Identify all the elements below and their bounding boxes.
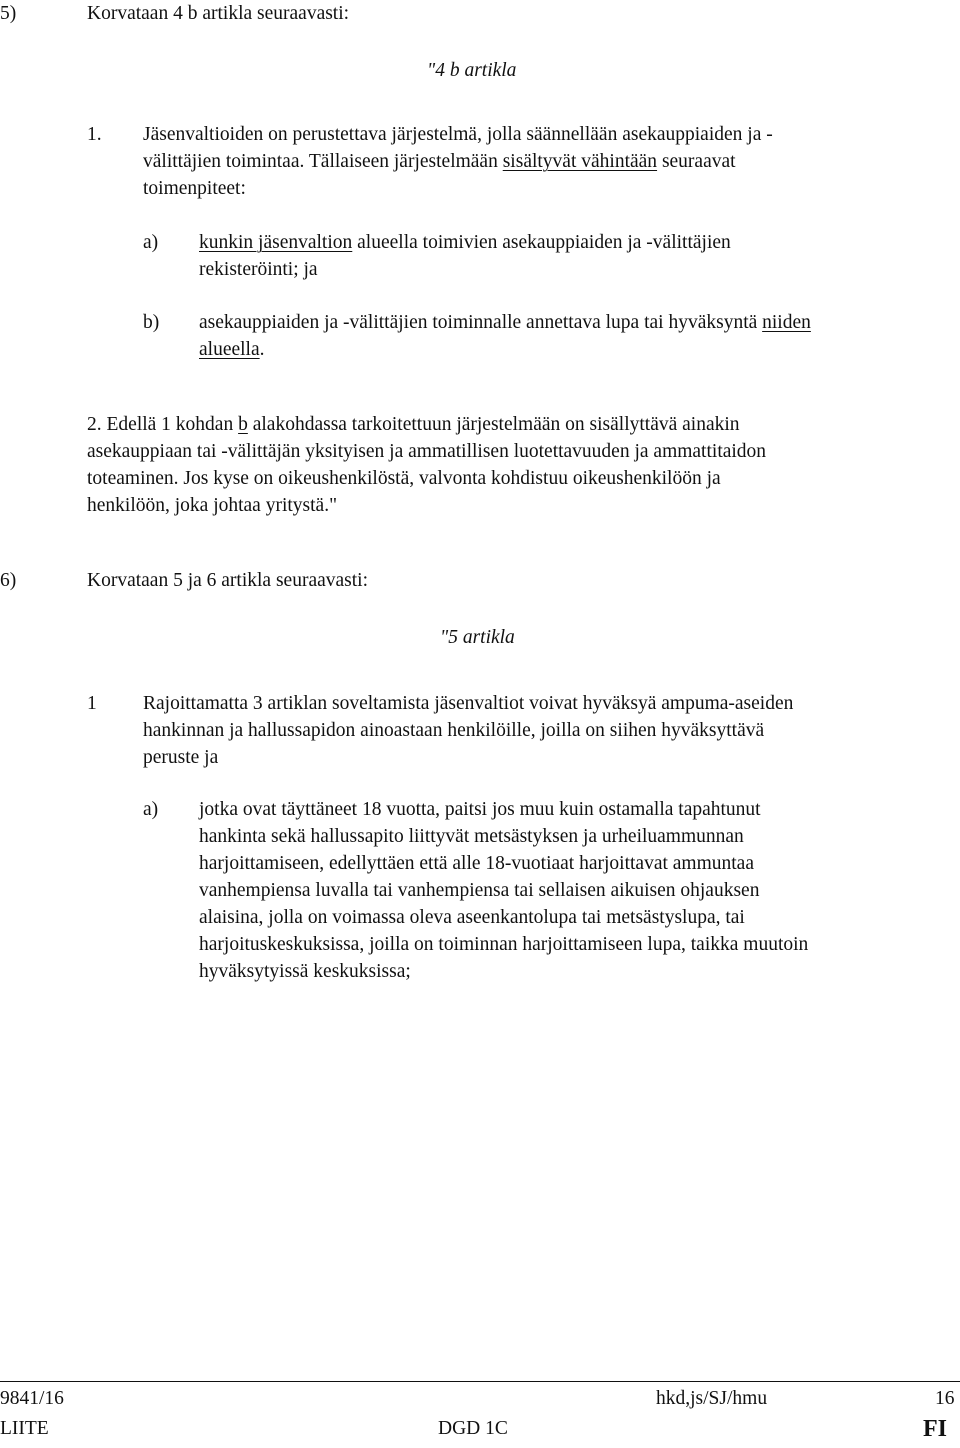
paragraph-line: 2. Edellä 1 kohdan b alakohdassa tarkoitettuun järjestelmään on sisällyttävä ainakin <box>87 414 740 435</box>
article-title: "4 b artikla <box>427 60 517 81</box>
list-label: a) <box>143 232 159 253</box>
paragraph-line: asekauppiaan tai -välittäjän yksityisen ja ammatillisen luotettavuuden ja ammattitaidon <box>87 441 767 462</box>
footer-page-number: 16 <box>935 1388 955 1409</box>
section-heading: Korvataan 5 ja 6 artikla seuraavasti: <box>87 570 369 591</box>
section-heading: Korvataan 4 b artikla seuraavasti: <box>87 3 350 24</box>
footer-language: FI <box>923 1416 947 1442</box>
list-item-line: harjoittamiseen, edellyttäen että alle 18-vuotiaat harjoittavat ammuntaa <box>199 853 754 874</box>
paragraph-line: Rajoittamatta 3 artiklan soveltamista jäsenvaltiot voivat hyväksyä ampuma-aseiden <box>143 693 794 714</box>
list-item-line: kunkin jäsenvaltion alueella toimivien asekauppiaiden ja -välittäjien <box>199 232 731 253</box>
list-item-line: jotka ovat täyttäneet 18 vuotta, paitsi jos muu kuin ostamalla tapahtunut <box>199 799 761 820</box>
list-item-line: hyväksytyissä keskuksissa; <box>199 961 411 982</box>
paragraph-line: toteaminen. Jos kyse on oikeushenkilöstä, valvonta kohdistuu oikeushenkilöön ja <box>87 468 721 489</box>
list-label: a) <box>143 799 159 820</box>
article-title: "5 artikla <box>440 627 515 648</box>
list-item-line: vanhempiensa luvalla tai vanhempiensa tai sellaisen aikuisen ohjauksen <box>199 880 760 901</box>
list-item-line: harjoituskeskuksissa, joilla on toiminnan harjoittamiseen lupa, taikka muutoin <box>199 934 809 955</box>
list-item-line: alueella. <box>199 339 265 360</box>
list-item-line: rekisteröinti; ja <box>199 259 318 280</box>
section-number: 5) <box>0 3 17 24</box>
paragraph-line: peruste ja <box>143 747 219 768</box>
section-number: 6) <box>0 570 17 591</box>
paragraph-number: 1 <box>87 693 97 714</box>
paragraph-line: Jäsenvaltioiden on perustettava järjestelmä, jolla säännellään asekauppiaiden ja - <box>143 124 773 145</box>
paragraph-line: toimenpiteet: <box>143 178 246 199</box>
footer-dg: DGD 1C <box>438 1418 508 1439</box>
inserted-text: alueella <box>199 339 260 360</box>
paragraph-line: henkilöön, joka johtaa yritystä." <box>87 495 338 516</box>
footer-initials: hkd,js/SJ/hmu <box>656 1388 768 1409</box>
paragraph-line: välittäjien toimintaa. Tällaiseen järjestelmään sisältyvät vähintään seuraavat <box>143 151 736 172</box>
list-item-line: asekauppiaiden ja -välittäjien toiminnalle annettava lupa tai hyväksyntä niiden <box>199 312 811 333</box>
list-label: b) <box>143 312 160 333</box>
paragraph-number: 1. <box>87 124 102 145</box>
footer-annex: LIITE <box>0 1418 49 1439</box>
footer-doc-number: 9841/16 <box>0 1388 64 1409</box>
paragraph-line: hankinnan ja hallussapidon ainoastaan henkilöille, joilla on siihen hyväksyttävä <box>143 720 765 741</box>
inserted-text: niiden <box>762 312 811 333</box>
inserted-text: b <box>238 414 248 435</box>
list-item-line: alaisina, jolla on voimassa oleva aseenkantolupa tai metsästyslupa, tai <box>199 907 745 928</box>
inserted-text: sisältyvät vähintään <box>502 151 658 172</box>
list-item-line: hankinta sekä hallussapito liittyvät metsästyksen ja urheiluammunnan <box>199 826 744 847</box>
inserted-text: kunkin jäsenvaltion <box>199 232 353 253</box>
footer-rule <box>0 1381 960 1382</box>
